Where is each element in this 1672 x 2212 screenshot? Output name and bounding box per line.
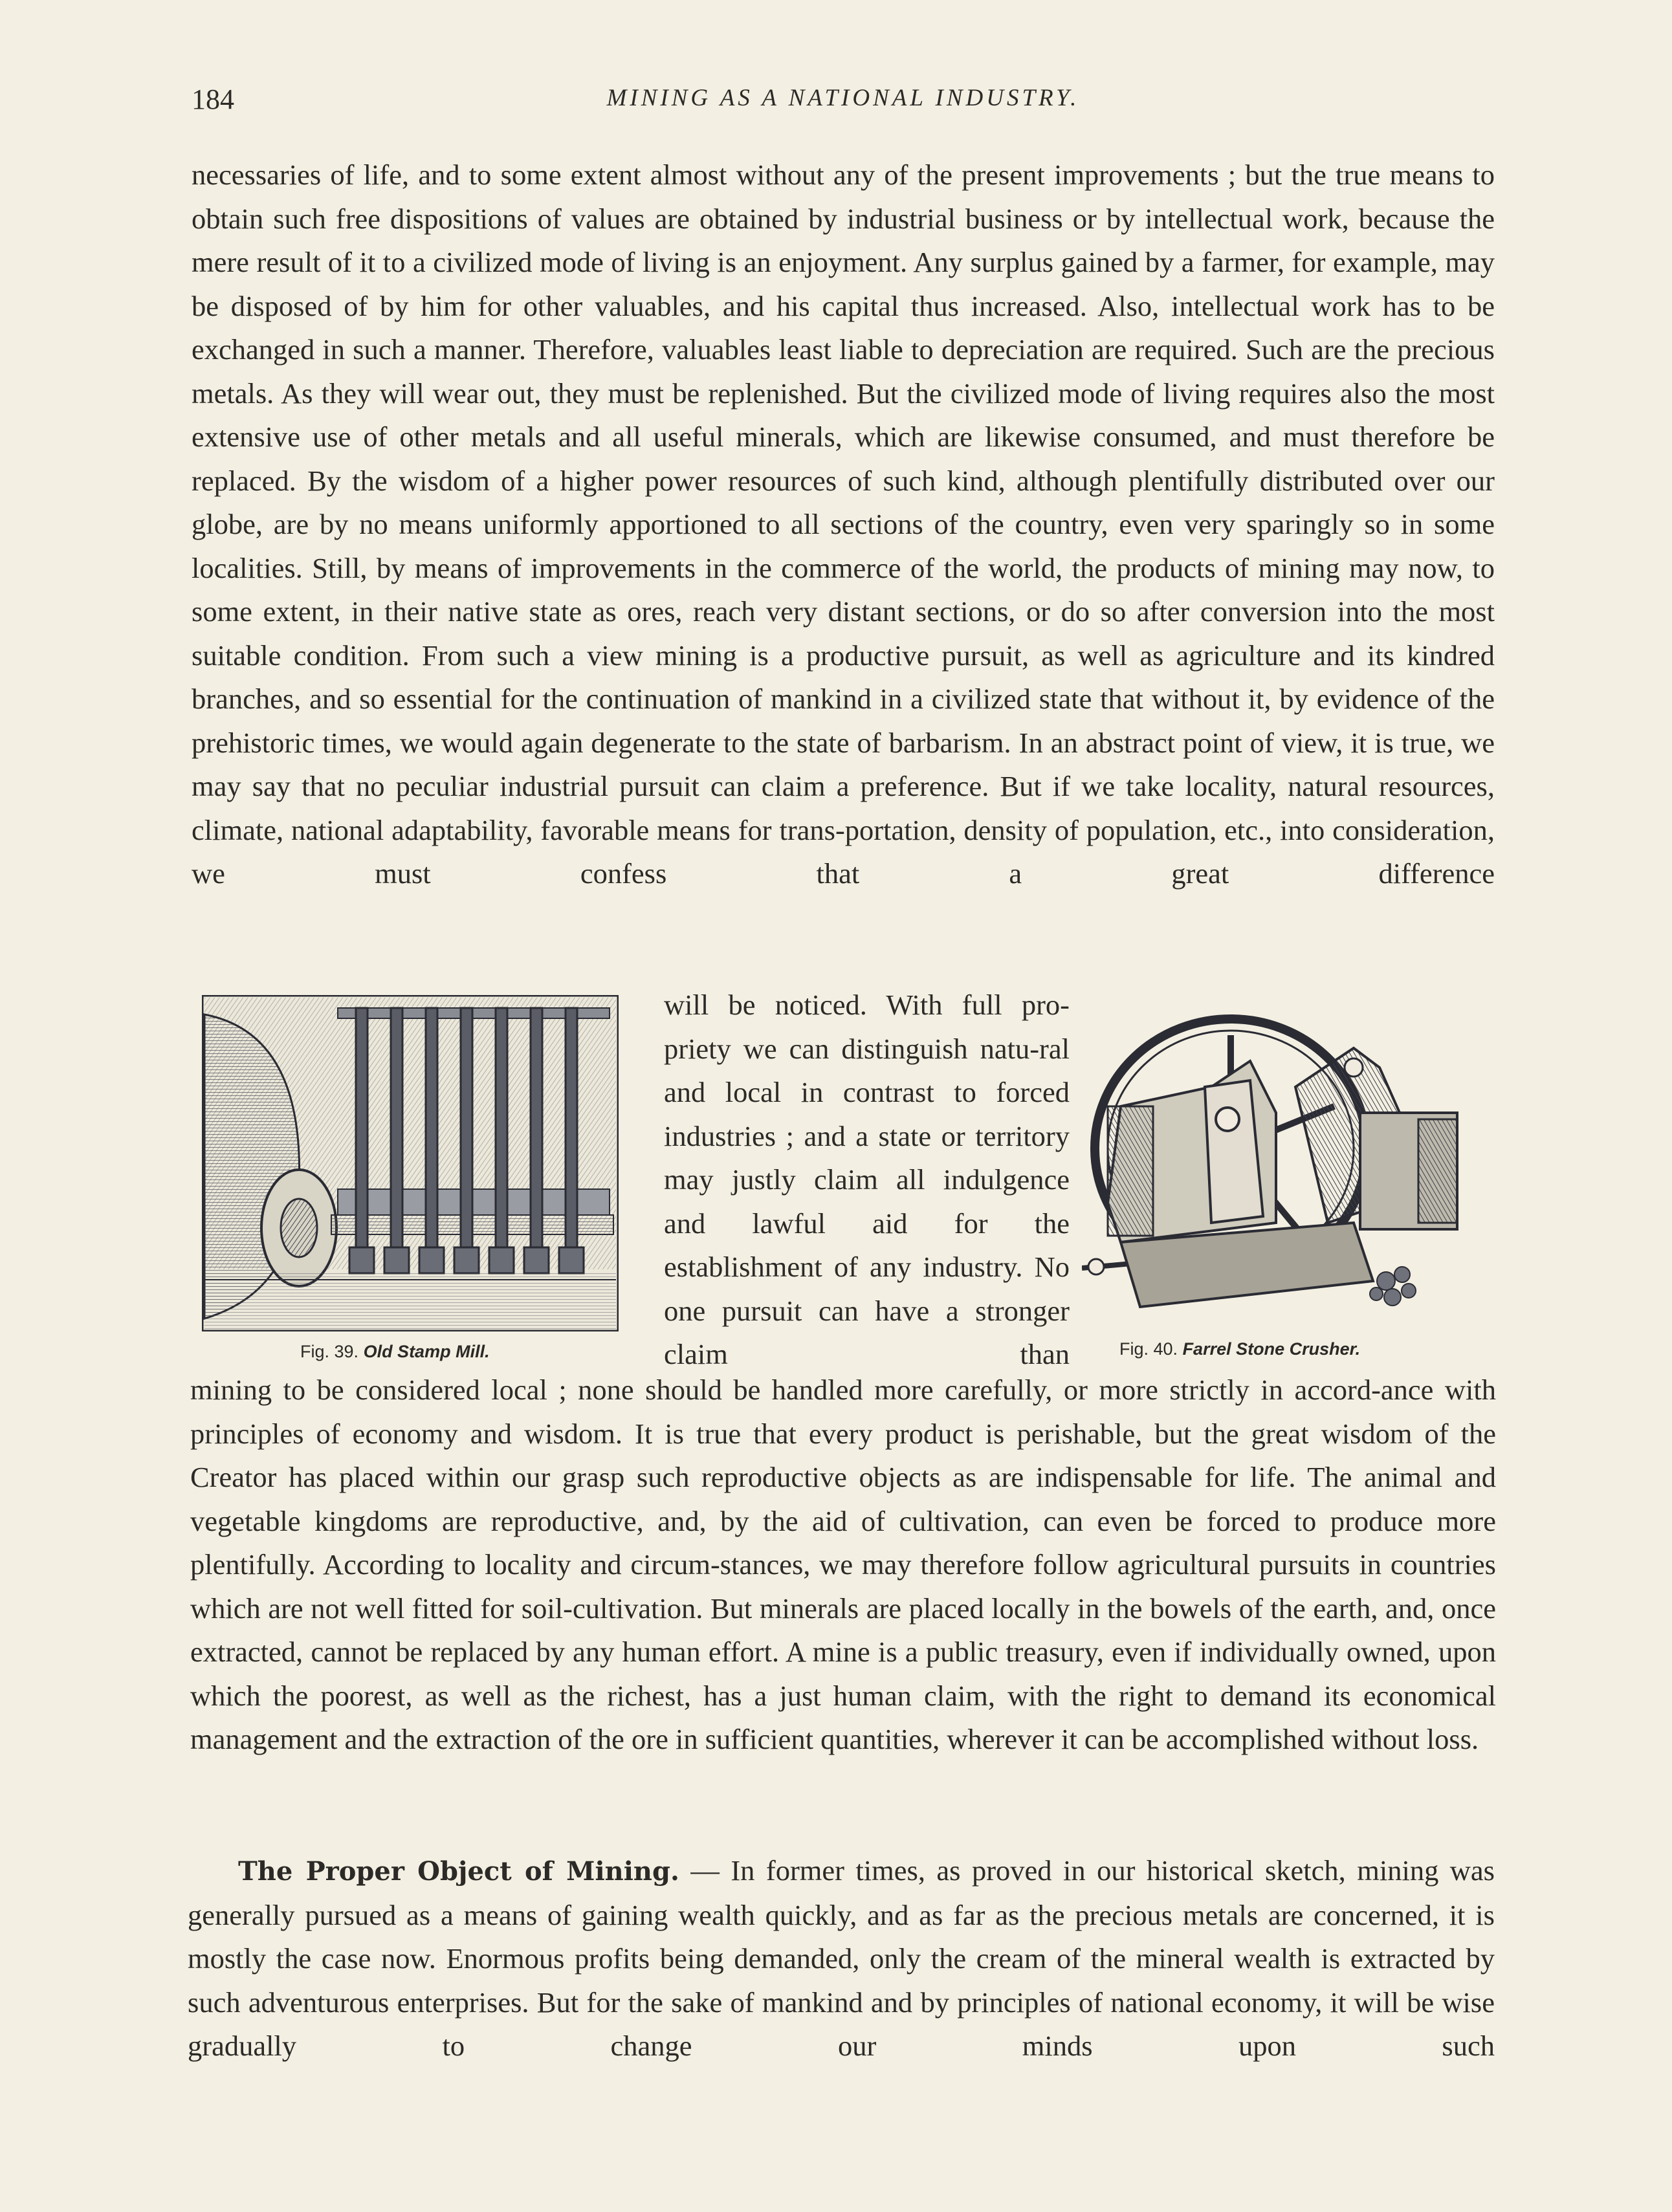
- figure-39-label: Fig. 39.: [300, 1342, 359, 1361]
- section-heading: The Proper Object of Mining.: [238, 1856, 679, 1887]
- body-paragraph-2: will be noticed. With full pro-priety we can distinguish natu-ral and local in contrast to forced industries ; and a state or territory may justly claim all indulgence and lawful aid for the establishment of any industry. No one pursuit can have a stronger claim than: [664, 989, 1070, 1370]
- running-title: MINING AS A NATIONAL INDUSTRY.: [606, 85, 1080, 111]
- body-paragraph-3: mining to be considered local ; none should be handled more carefully, or more strictly in accord-ance with principles of economy and wisdom. It is true that every product is perishable, but the great wisdom of the Creator has placed within our grasp such reproductive objects as are indispensable for life. The animal and vegetable kingdoms are reproductive, and, by the aid of cultivation, can even be forced to produce more plentifully. According to locality and circum-stances, we may therefore follow agricultural pursuits in countries which are not well fitted for soil-cultivation. But minerals are placed locally in the bowels of the earth, and, once extracted, cannot be replaced by any human effort. A mine is a public treasury, even if individually owned, upon which the poorest, as well as the richest, has a just human claim, with the right to demand its economical management and the extraction of the ore in sufficient quantities, wherever it can be accomplished without loss.: [190, 1374, 1496, 1755]
- farrel-stone-crusher-illustration: [1082, 1009, 1483, 1313]
- stone-crusher-engraving: [1082, 1009, 1483, 1313]
- figure-39-title: Old Stamp Mill.: [363, 1342, 490, 1361]
- figure-40-label: Fig. 40.: [1119, 1339, 1178, 1359]
- paragraph-4-text: — In former times, as proved in our historical sketch, mining was generally pursued as a means of gaining wealth quickly, and as far as the precious metals are concerned, it is mostly the case now. Enormous profits being demanded, only the cream of the mineral wealth is extracted by such adventurous enterprises. But for the sake of mankind and by principles of national economy, it will be wise gradually to change our minds upon such: [188, 1854, 1495, 2062]
- old-stamp-mill-illustration: [202, 995, 619, 1331]
- body-paragraph-4: [188, 1849, 1495, 2068]
- page-number: 184: [192, 83, 234, 115]
- body-paragraph-1: necessaries of life, and to some extent almost without any of the present improvements ; but the true means to obtain such free dispositions of values are obtained by industrial business or by intellectual work, because the mere result of it to a civilized mode of living is an enjoyment. Any surplus gained by a farmer, for example, may be disposed of by him for other valuables, and his capital thus increased. Also, intellectual work has to be exchanged in such a manner. Therefore, valuables least liable to depreciation are required. Such are the precious metals. As they will wear out, they must be replenished. But the civilized mode of living requires also the most extensive use of other metals and all useful minerals, which are likewise consumed, and must therefore be replaced. By the wisdom of a higher power resources of such kind, although plentifully distributed over our globe, are by no means uniformly apportioned to all sections of the country, even very sparingly so in some localities. Still, by means of improvements in the commerce of the world, the products of mining may now, to some extent, in their native state as ores, reach very distant sections, or do so after conversion into the most suitable condition. From such a view mining is a productive pursuit, as well as agriculture and its kindred branches, and so essential for the continuation of mankind in a civilized state that without it, by evidence of the prehistoric times, we would again degenerate to the state of barbarism. In an abstract point of view, it is true, we may say that no peculiar industrial pursuit can claim a preference. But if we take locality, natural resources, climate, national adaptability, favorable means for trans-portation, density of population, etc., into consideration, we must confess that a great difference: [192, 159, 1495, 890]
- figure-40-caption: [1119, 1339, 1360, 1359]
- running-head: [192, 83, 1495, 122]
- figure-39-caption: [300, 1342, 490, 1362]
- stamp-mill-engraving: [202, 995, 619, 1331]
- figure-40-title: Farrel Stone Crusher.: [1182, 1339, 1361, 1359]
